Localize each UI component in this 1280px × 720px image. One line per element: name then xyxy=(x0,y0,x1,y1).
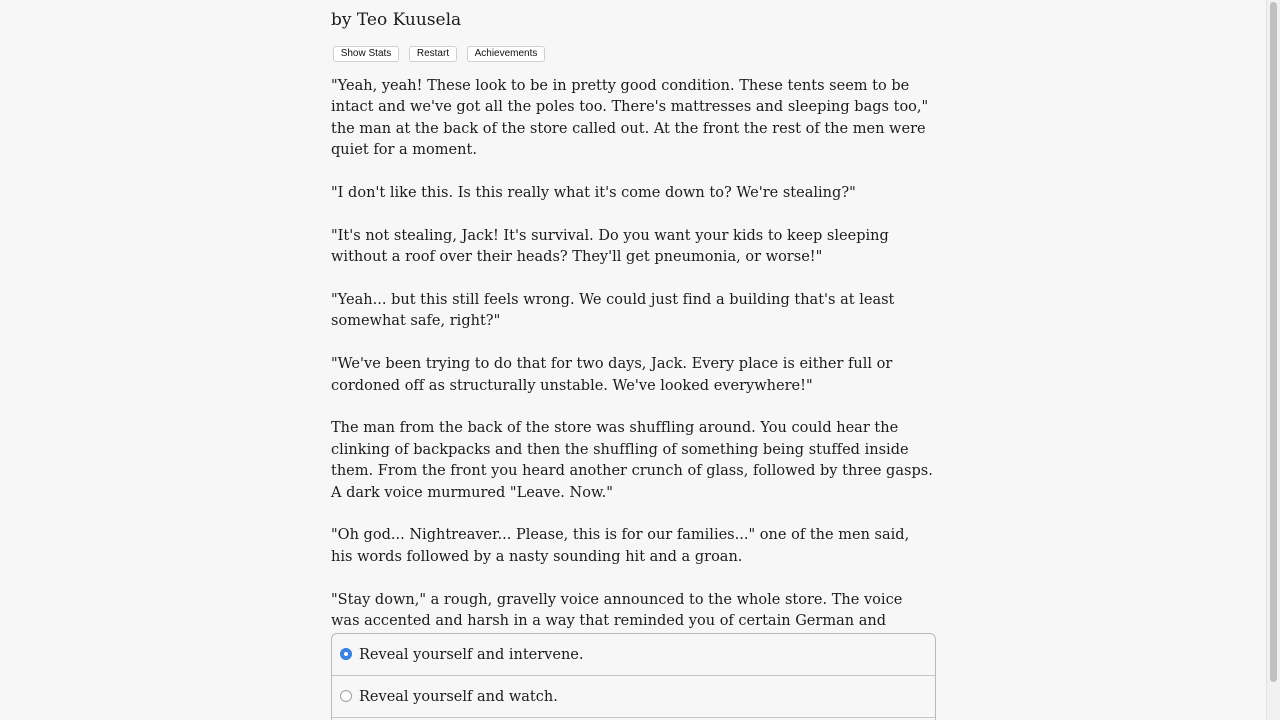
choice-option-watch[interactable] xyxy=(332,676,935,718)
story-paragraph: "Yeah, yeah! These look to be in pretty good condition. These tents seem to be intact and we've got all the poles too. There's mattresses and sleeping bags too," the man at the back of the store called out. At the front the rest of the men were quiet for a moment. xyxy=(331,78,929,159)
choice-list xyxy=(331,633,936,720)
radio-selected-icon[interactable] xyxy=(340,648,352,660)
story-paragraph: The man from the back of the store was shuffling around. You could hear the clinking of backpacks and then the shuffling of something being stuffed inside them. From the front you heard another crunch of glass, followed by three gasps. A dark voice murmured "Leave. Now." xyxy=(331,420,933,501)
choice-label: Reveal yourself and watch. xyxy=(359,689,558,705)
choice-label: Reveal yourself and intervene. xyxy=(359,647,584,663)
toolbar xyxy=(333,46,545,62)
story-paragraph: "We've been trying to do that for two days, Jack. Every place is either full or cordoned off as structurally unstable. We've looked everywhere!" xyxy=(331,356,893,394)
author-byline: by Teo Kuusela xyxy=(331,10,462,30)
show-stats-button[interactable]: Show Stats xyxy=(333,46,399,62)
story-paragraph: "I don't like this. Is this really what it's come down to? We're stealing?" xyxy=(331,185,856,202)
story-text xyxy=(331,76,935,675)
story-paragraph: "It's not stealing, Jack! It's survival. Do you want your kids to keep sleeping without a roof over their heads? They'll get pneumonia, or worse!" xyxy=(331,227,889,266)
radio-icon[interactable] xyxy=(340,690,352,702)
scrollbar-thumb[interactable] xyxy=(1270,2,1277,682)
story-paragraph: "Yeah... but this still feels wrong. We could just find a building that's at least somewhat safe, right?" xyxy=(331,292,895,330)
story-paragraph: "Stay down," a rough, gravelly voice announced to the whole store. The voice was accented and harsh in a way that reminded you of certain German and xyxy=(331,591,903,630)
restart-button[interactable]: Restart xyxy=(409,46,457,62)
story-paragraph: "Oh god... Nightreaver... Please, this is for our families..." one of the men said, his words followed by a nasty sounding hit and a groan. xyxy=(331,527,910,565)
choice-option-intervene[interactable] xyxy=(332,634,935,676)
vertical-scrollbar[interactable] xyxy=(1266,0,1280,720)
achievements-button[interactable]: Achievements xyxy=(467,46,545,62)
